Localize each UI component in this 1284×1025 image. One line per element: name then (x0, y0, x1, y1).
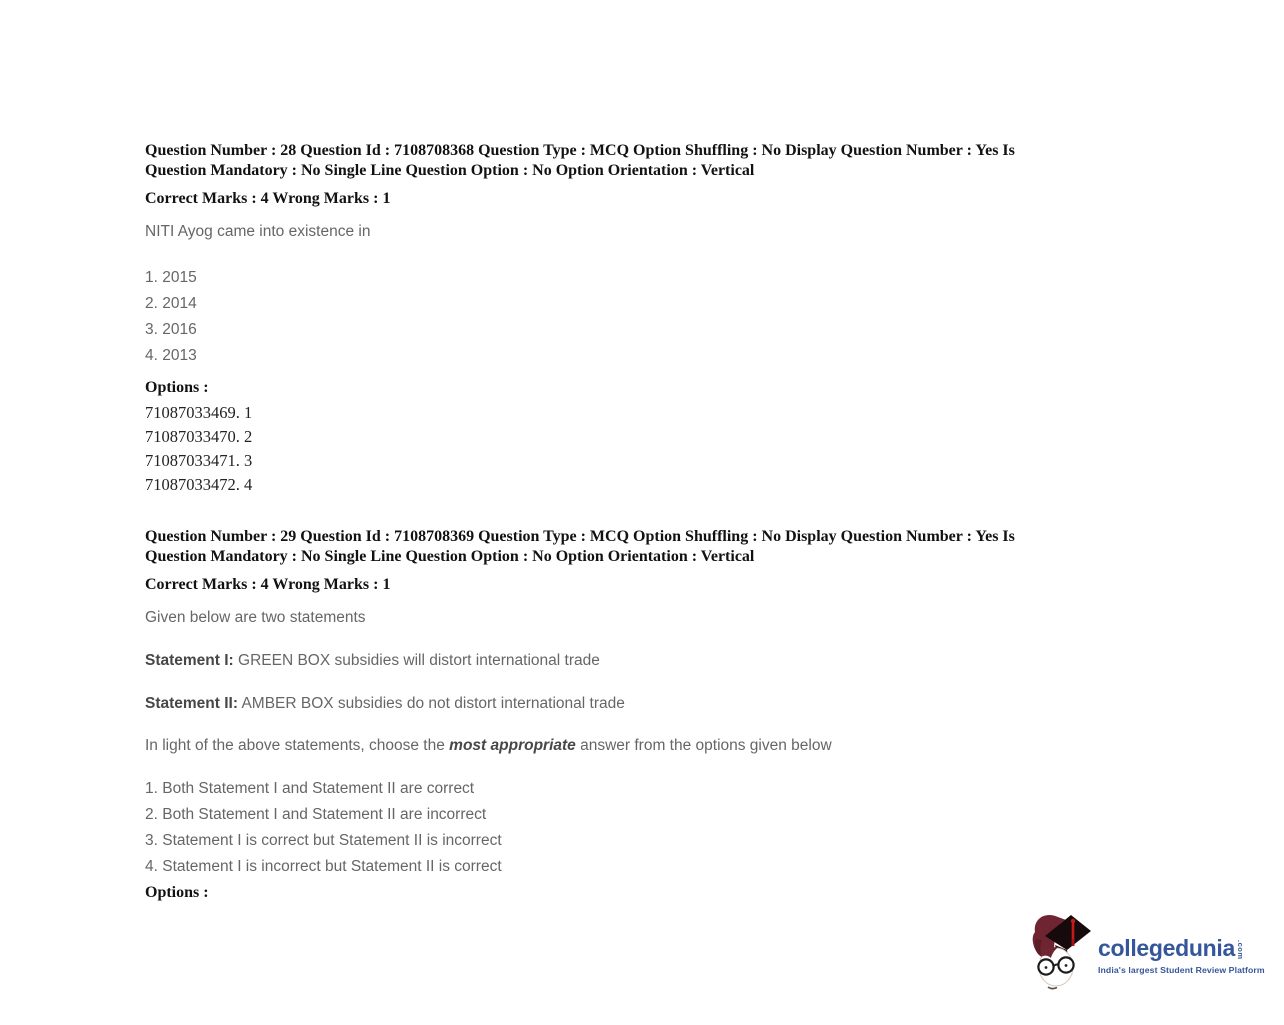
choice-item: 3. Statement I is correct but Statement II is incorrect (145, 832, 502, 849)
collegedunia-tld-text: .com (1235, 940, 1245, 960)
choice-item: 4. Statement I is incorrect but Statement II is correct (145, 858, 502, 875)
choice-item: 1. 2015 (145, 269, 197, 286)
closing-pre: In light of the above statements, choose the (145, 737, 450, 754)
statement-2-text: AMBER BOX subsidies do not distort international trade (238, 695, 625, 712)
choice-item: 3. 2016 (145, 321, 197, 338)
statement-1-text: GREEN BOX subsidies will distort international trade (233, 652, 600, 669)
statement-2 (145, 694, 1095, 714)
question-header-line: Question Mandatory : No Single Line Question Option : No Option Orientation : Vertical (145, 547, 755, 565)
closing-emphasis: most appropriate (449, 737, 576, 754)
collegedunia-brand-text: collegedunia (1098, 935, 1235, 961)
question-28-choices (145, 265, 1095, 369)
question-29-closing (145, 732, 905, 759)
choice-item: 2. Both Statement I and Statement II are incorrect (145, 806, 487, 823)
question-header-line: Question Number : 28 Question Id : 7108708368 Question Type : MCQ Option Shuffling : No Display Question Number : Yes Is (145, 142, 1015, 159)
statement-1 (145, 651, 1095, 671)
question-28-option-ids (145, 401, 1095, 497)
choice-item: 2. 2014 (145, 295, 197, 312)
choice-item: 1. Both Statement I and Statement II are correct (145, 780, 475, 797)
question-header-line: Question Mandatory : No Single Line Question Option : No Option Orientation : Vertical (145, 161, 755, 179)
question-29-marks: Correct Marks : 4 Wrong Marks : 1 (145, 576, 391, 593)
option-id-item: 71087033469. 1 (145, 403, 253, 422)
question-29-header (145, 527, 1095, 566)
option-id-item: 71087033472. 4 (145, 475, 253, 494)
question-29-options-label: Options : (145, 884, 209, 901)
option-id-item: 71087033471. 3 (145, 451, 253, 470)
question-28-text: NITI Ayog came into existence in (145, 223, 371, 240)
collegedunia-logo-text (1098, 929, 1265, 975)
statement-2-label: Statement II: (145, 695, 239, 712)
question-29-block (145, 527, 1095, 906)
collegedunia-logo (1028, 909, 1265, 995)
exam-paper-content (145, 141, 1095, 906)
question-28-options-label: Options : (145, 379, 209, 396)
collegedunia-mascot-icon (1028, 909, 1094, 995)
choice-item: 4. 2013 (145, 347, 197, 364)
closing-post: answer from the options given below (575, 737, 832, 754)
question-28-block (145, 141, 1095, 497)
question-28-marks: Correct Marks : 4 Wrong Marks : 1 (145, 190, 391, 207)
statement-1-label: Statement I: (145, 652, 234, 669)
question-29-choices (145, 776, 1095, 880)
question-29-intro: Given below are two statements (145, 609, 366, 626)
collegedunia-tagline: India's largest Student Review Platform (1098, 965, 1265, 975)
question-header-line: Question Number : 29 Question Id : 7108708369 Question Type : MCQ Option Shuffling : No Display Question Number : Yes Is (145, 528, 1015, 545)
option-id-item: 71087033470. 2 (145, 427, 253, 446)
question-28-header (145, 141, 1095, 180)
